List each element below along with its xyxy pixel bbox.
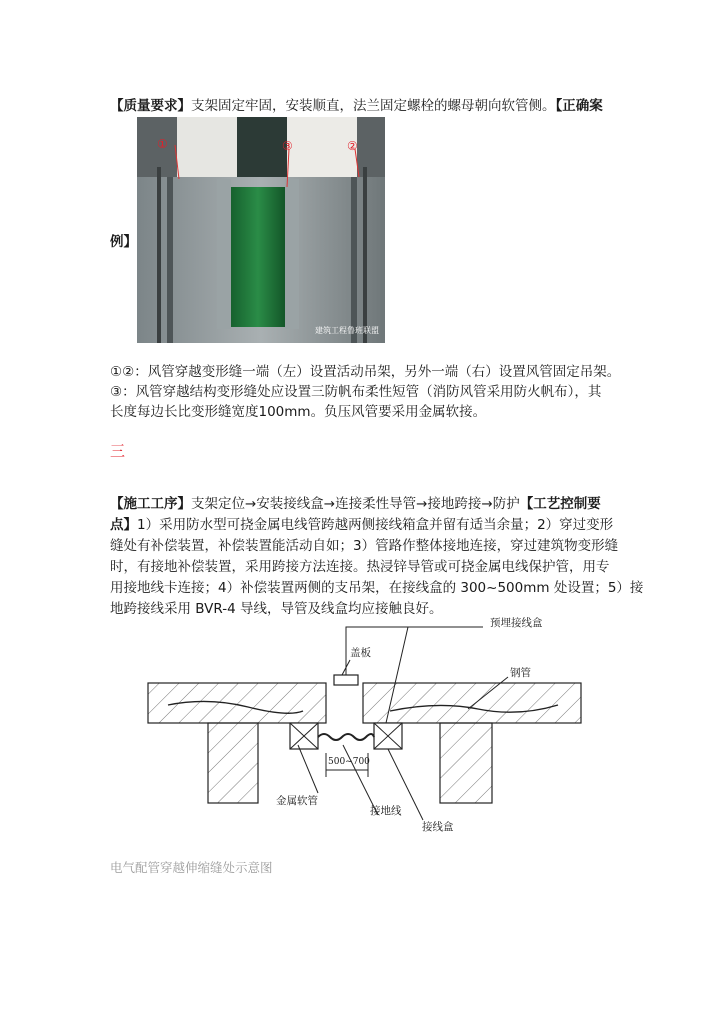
construction-line-2 — [110, 515, 613, 535]
duct-joint-photo — [137, 117, 385, 343]
note-line-3: 长度每边长比变形缝宽度100mm。负压风管要采用金属软接。 — [110, 404, 487, 420]
label-junction-box: 接线盒 — [422, 821, 454, 833]
label-ground-wire: 接地线 — [370, 805, 402, 817]
label-metal-hose: 金属软管 — [276, 795, 318, 807]
expansion-joint-drawing-art — [138, 605, 590, 840]
photo-marker-1: ① — [157, 137, 168, 151]
process-control-text-1: 1）采用防水型可挠金属电线管跨越两侧接线箱盒并留有适当余量；2）穿过变形 — [137, 517, 614, 533]
process-control-heading-cont: 点】 — [110, 517, 137, 533]
note-line-1: ①②：风管穿越变形缝一端（左）设置活动吊架，另外一端（右）设置风管固定吊架。 — [110, 364, 621, 380]
label-dimension: 500~700 — [328, 757, 370, 767]
construction-line-5: 用接地线卡连接；4）补偿装置两侧的支吊架，在接线盒的 300~500mm 处设置；5）接 — [110, 580, 644, 596]
label-cover-plate: 盖板 — [350, 647, 371, 659]
note-line-2: ③：风管穿越结构变形缝处应设置三防帆布柔性短管（消防风管采用防火帆布），其 — [110, 384, 602, 400]
construction-procedure-text: 支架定位→安装接线盒→连接柔性导管→接地跨接→防护 — [191, 496, 520, 512]
quality-heading: 【质量要求】 — [110, 98, 191, 114]
construction-line-3: 缝处有补偿装置，补偿装置能活动自如；3）管路作整体接地连接，穿过建筑物变形缝 — [110, 538, 619, 554]
expansion-joint-drawing — [138, 605, 590, 840]
photo-marker-2: ② — [347, 139, 358, 153]
process-control-heading: 【工艺控制要 — [519, 496, 601, 512]
construction-line-1 — [110, 494, 601, 514]
label-embedded-box: 预埋接线盒 — [490, 617, 543, 629]
photo-marker-3: ③ — [282, 139, 293, 153]
construction-line-6: 地跨接线采用 BVR-4 导线，导管及线盒均应接触良好。 — [110, 601, 443, 617]
section-number-3: 三 — [110, 442, 126, 460]
construction-procedure-heading: 【施工工序】 — [110, 496, 191, 512]
construction-line-4: 时，有接地补偿装置，采用跨接方法连接。热浸锌导管或可挠金属电线保护管，用专 — [110, 559, 610, 575]
photo-watermark: 建筑工程鲁班联盟 — [315, 326, 379, 335]
drawing-caption: 电气配管穿越伸缩缝处示意图 — [110, 860, 273, 875]
quality-text: 支架固定牢固，安装顺直，法兰固定螺栓的螺母朝向软管侧。 — [191, 98, 556, 114]
correct-case-heading-cont: 例】 — [110, 234, 137, 250]
label-steel-pipe: 钢管 — [510, 667, 531, 679]
quality-requirement-line — [110, 96, 603, 116]
correct-case-heading: 【正确案 — [555, 98, 603, 114]
